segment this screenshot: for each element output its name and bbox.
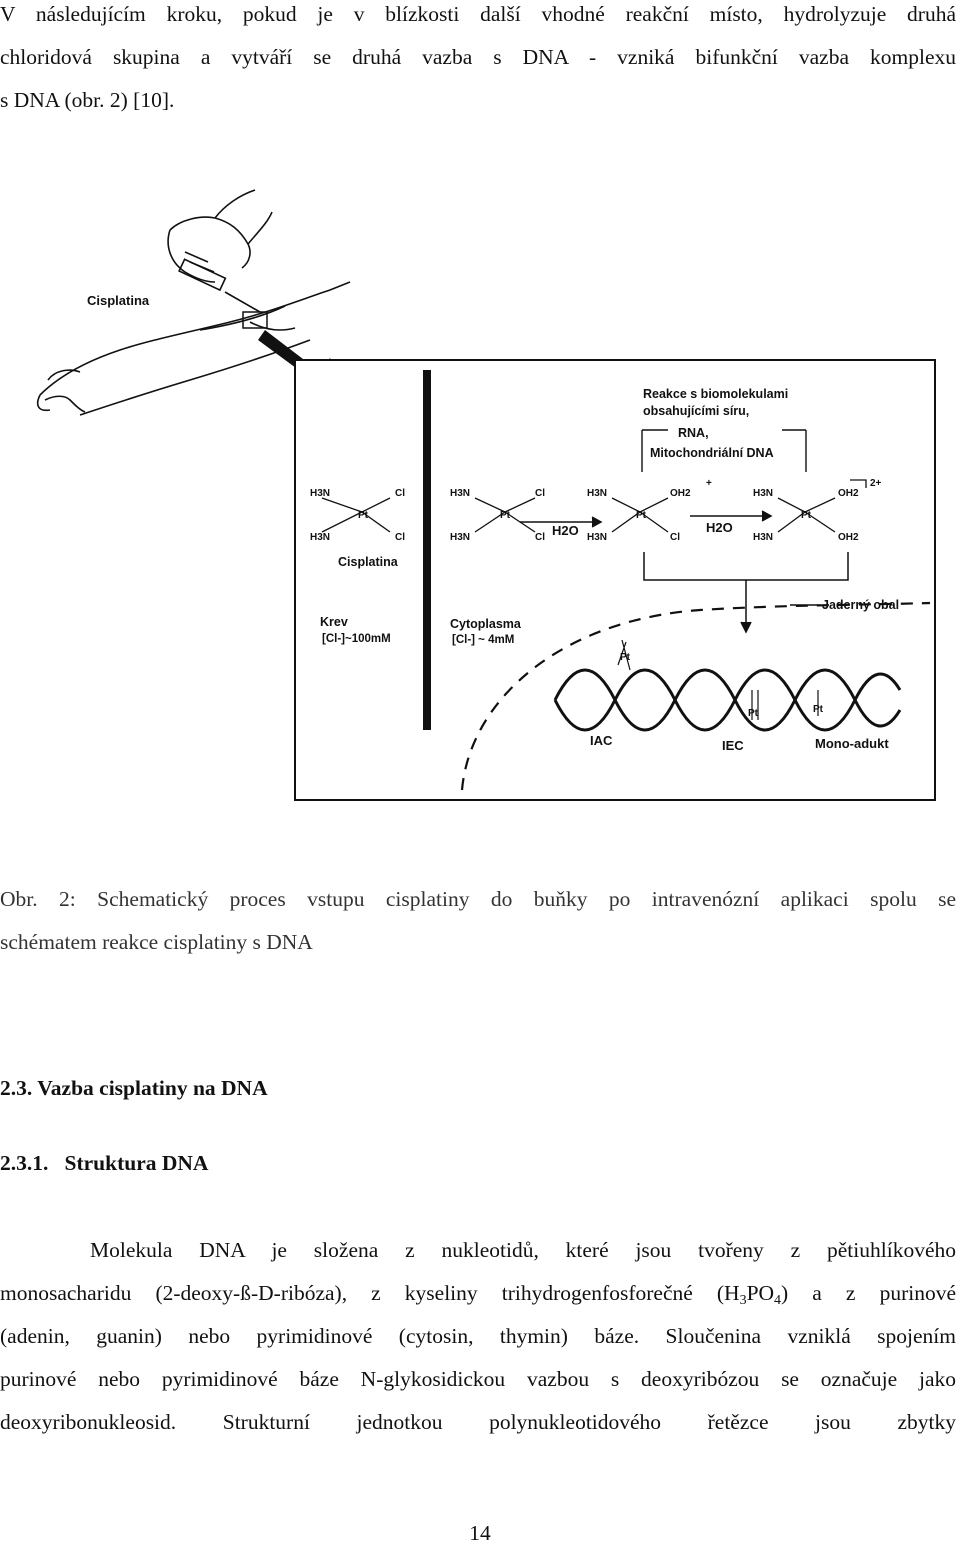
reaction-header-line-2: obsahujícími síru, — [643, 404, 750, 418]
label-charge-plus: + — [706, 478, 712, 489]
blood-concentration: [Cl-]~100mM — [322, 633, 391, 645]
reaction-header-line-3: RNA, — [678, 426, 709, 440]
label-cl: Cl — [395, 488, 405, 499]
blood-label: Krev — [320, 615, 348, 629]
intro-line-1: V následujícím kroku, pokud je v blízkosti další vhodné reakční místo, hydrolyzuje druhá — [0, 2, 956, 26]
reaction-header-line-1: Reakce s biomolekulami — [643, 387, 789, 401]
label-charge-2plus: 2+ — [870, 478, 882, 489]
label-h3n: H3N — [310, 532, 331, 543]
membrane-bar — [423, 370, 431, 730]
body-line-5: deoxyribonukleosid. Strukturní jednotkou polynukleotidového řetězce jsou zbytky — [0, 1410, 956, 1434]
label-h3n: H3N — [753, 488, 774, 499]
label-h3n: H3N — [450, 488, 471, 499]
label-h3n: H3N — [450, 532, 471, 543]
water-label-1: H2O — [552, 523, 579, 538]
figure-cisplatina-label: Cisplatina — [87, 293, 150, 308]
cisplatin-figure — [0, 160, 960, 820]
body-line-2-a: monosacharidu (2-deoxy-ß-D-ribóza), z kyseliny trihydrogenfosforečné (H — [0, 1281, 740, 1305]
subsection-heading — [0, 1151, 208, 1176]
label-pt: Pt — [358, 510, 368, 521]
label-h3n: H3N — [587, 532, 608, 543]
caption-line-1: Obr. 2: Schematický proces vstupu cisplatiny do buňky po intravenózní aplikaci spolu se — [0, 887, 956, 911]
body-line-2-sub1: 3 — [739, 1293, 747, 1308]
label-h3n: H3N — [587, 488, 608, 499]
figure-caption — [0, 878, 956, 964]
label-cl: Cl — [395, 532, 405, 543]
cytoplasm-label: Cytoplasma — [450, 617, 521, 631]
nuclear-envelope-label: Jaderný obal — [822, 598, 900, 612]
subsection-title: Struktura DNA — [64, 1151, 209, 1175]
intro-paragraph — [0, 0, 956, 122]
water-label-2: H2O — [706, 520, 733, 535]
body-line-2 — [0, 1272, 956, 1315]
complex-label: Cisplatina — [338, 555, 398, 569]
section-heading: 2.3. Vazba cisplatiny na DNA — [0, 1076, 268, 1100]
body-line-2-b: PO — [746, 1281, 775, 1305]
label-h3n: H3N — [753, 532, 774, 543]
cytoplasm-concentration: [Cl-] ~ 4mM — [452, 634, 515, 646]
label-oh2: OH2 — [838, 532, 859, 543]
adduct-iec-label: IEC — [722, 738, 744, 753]
label-cl: Cl — [535, 532, 545, 543]
hand-with-syringe — [168, 190, 272, 312]
body-line-3: (adenin, guanin) nebo pyrimidinové (cytosin, thymin) báze. Sloučenina vzniklá spojením — [0, 1324, 956, 1348]
intro-line-3: s DNA (obr. 2) [10]. — [0, 88, 175, 112]
body-paragraph — [0, 1229, 956, 1444]
adduct-mono-label: Mono-adukt — [815, 736, 889, 751]
page-number: 14 — [469, 1521, 491, 1545]
adduct-pt-1: Pt — [620, 652, 630, 663]
intro-line-2: chloridová skupina a vytváří se druhá vazba s DNA - vzniká bifunkční vazba komplexu — [0, 45, 956, 69]
adduct-pt-2: Pt — [748, 708, 758, 719]
body-line-4: purinové nebo pyrimidinové báze N-glykosidickou vazbou s deoxyribózou se označuje jako — [0, 1367, 956, 1391]
reaction-header-line-4: Mitochondriální DNA — [650, 446, 774, 460]
label-pt: Pt — [636, 510, 646, 521]
label-oh2: OH2 — [838, 488, 859, 499]
adduct-iac-label: IAC — [590, 733, 613, 748]
adduct-pt-3: Pt — [813, 704, 823, 715]
label-pt: Pt — [500, 510, 510, 521]
label-pt: Pt — [801, 510, 811, 521]
label-cl: Cl — [670, 532, 680, 543]
body-line-1: Molekula DNA je složena z nukleotidů, které jsou tvořeny z pětiuhlíkového — [90, 1238, 956, 1262]
body-line-2-c: ) a z purinové — [781, 1281, 956, 1305]
label-oh2: OH2 — [670, 488, 691, 499]
body-line-2-sub2: 4 — [774, 1293, 782, 1308]
caption-line-2: schématem reakce cisplatiny s DNA — [0, 930, 313, 954]
label-h3n: H3N — [310, 488, 331, 499]
label-cl: Cl — [535, 488, 545, 499]
subsection-number: 2.3.1. — [0, 1151, 49, 1175]
